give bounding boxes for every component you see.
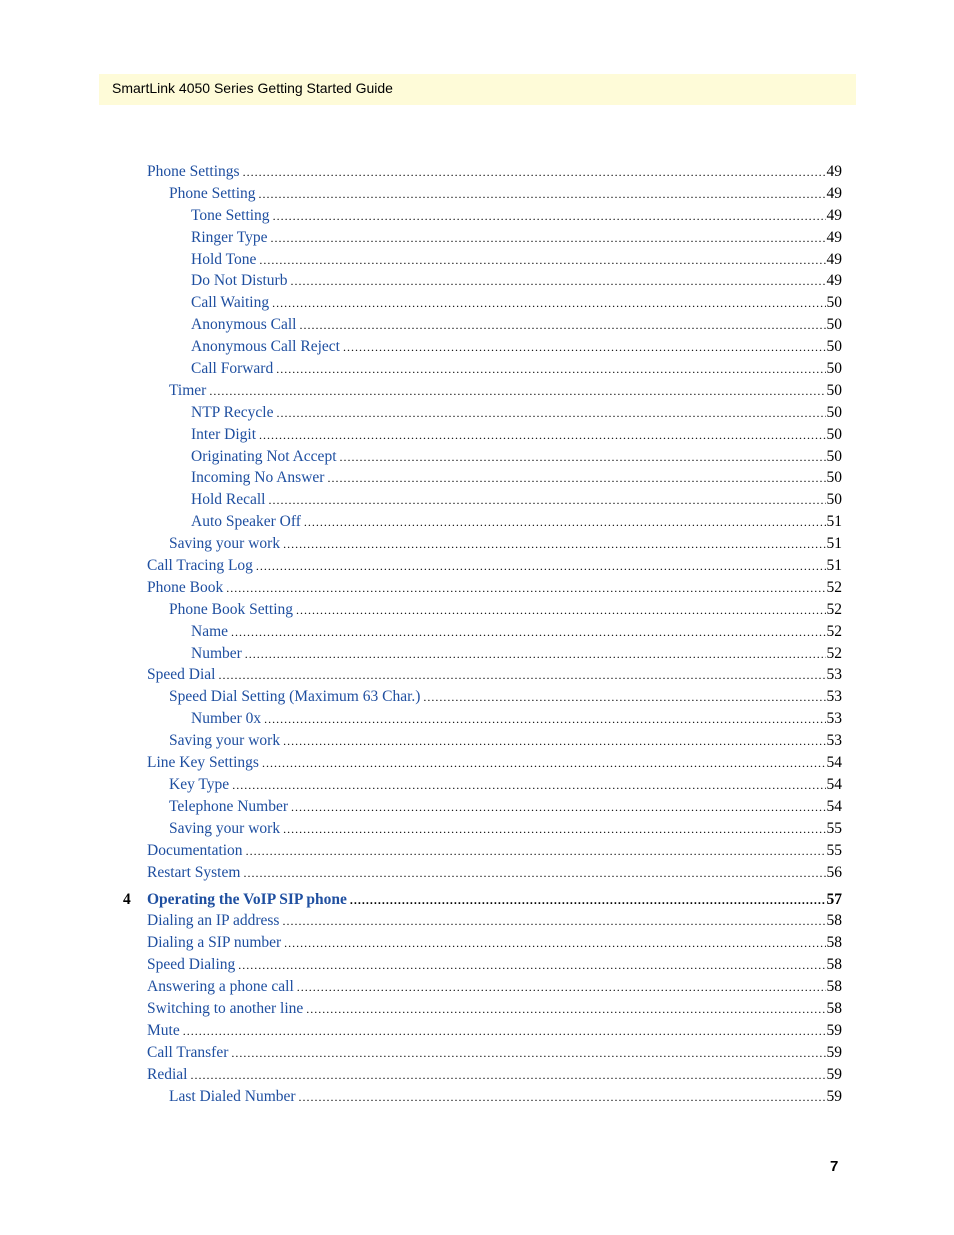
toc-entry-link[interactable]: Speed Dial (147, 666, 216, 684)
toc-entry-link[interactable]: Restart System (147, 863, 241, 881)
toc-page-number: 53 (826, 732, 842, 750)
toc-page-number: 49 (826, 206, 842, 224)
chapter-number: 4 (123, 891, 131, 909)
toc-page-number: 50 (826, 491, 842, 509)
toc-page-number: 50 (826, 469, 842, 487)
toc-page-number: 49 (826, 184, 842, 202)
toc-entry-link[interactable]: Tone Setting (191, 206, 270, 224)
toc-entry[interactable] (120, 752, 842, 774)
toc-page-number: 52 (826, 644, 842, 662)
toc-entry[interactable] (120, 577, 842, 599)
toc-entry[interactable] (120, 424, 842, 446)
toc-entry-link[interactable]: Last Dialed Number (169, 1087, 296, 1105)
toc-page-number: 50 (826, 360, 842, 378)
dot-leader (262, 752, 826, 774)
dot-leader (306, 998, 825, 1020)
dot-leader (273, 205, 826, 227)
toc-entry[interactable] (120, 1064, 842, 1086)
dot-leader (231, 621, 825, 643)
toc-entry[interactable] (120, 599, 842, 621)
toc-entry-link[interactable]: Operating the VoIP SIP phone (147, 891, 347, 909)
toc-entry-link[interactable]: Auto Speaker Off (191, 513, 301, 531)
toc-page-number: 50 (826, 381, 842, 399)
toc-entry[interactable] (120, 205, 842, 227)
toc-page-number: 54 (826, 754, 842, 772)
dot-leader (297, 976, 826, 998)
dot-leader (190, 1064, 825, 1086)
toc-page-number: 55 (826, 841, 842, 859)
toc-entry[interactable] (120, 402, 842, 424)
dot-leader (340, 446, 826, 468)
toc-page-number: 58 (826, 934, 842, 952)
toc-entry[interactable] (120, 336, 842, 358)
toc-page-number: 58 (826, 999, 842, 1017)
toc-page-number: 50 (826, 447, 842, 465)
toc-entry-link[interactable]: Answering a phone call (147, 978, 294, 996)
toc-page-number: 58 (826, 956, 842, 974)
toc-page-number: 50 (826, 316, 842, 334)
toc-entry-link[interactable]: Key Type (169, 775, 230, 793)
dot-leader (283, 730, 825, 752)
toc-entry[interactable] (120, 774, 842, 796)
toc-entry-link[interactable]: Saving your work (169, 732, 281, 750)
toc-entry[interactable] (120, 954, 842, 976)
toc-page-number: 59 (826, 1087, 842, 1105)
toc-entry-link[interactable]: Switching to another line (147, 999, 304, 1017)
toc-entry[interactable] (120, 910, 842, 932)
toc-entry[interactable] (120, 314, 842, 336)
dot-leader (300, 314, 826, 336)
toc-page-number: 51 (826, 557, 842, 575)
toc-page-number: 53 (826, 666, 842, 684)
page-number: 7 (830, 1158, 839, 1175)
toc-page-number: 50 (826, 294, 842, 312)
dot-leader (245, 643, 826, 665)
dot-leader (264, 708, 825, 730)
toc-page-number: 49 (826, 163, 842, 180)
toc-entry[interactable] (120, 840, 842, 862)
toc-entry[interactable] (120, 686, 842, 708)
dot-leader (284, 932, 825, 954)
header-title: SmartLink 4050 Series Getting Started Guide (112, 80, 393, 96)
dot-leader (268, 489, 825, 511)
dot-leader (423, 686, 825, 708)
toc-entry[interactable] (120, 1086, 842, 1108)
toc-entry-link[interactable]: Call Waiting (191, 294, 270, 312)
toc-entry-link[interactable]: Telephone Number (169, 797, 288, 815)
toc-page-number: 51 (826, 535, 842, 553)
dot-leader (246, 840, 826, 862)
toc-entry[interactable] (120, 467, 842, 489)
toc-entry-link[interactable]: Hold Tone (191, 250, 257, 268)
table-of-contents (120, 161, 842, 1107)
toc-entry-link[interactable]: NTP Recycle (191, 403, 274, 421)
toc-entry[interactable] (120, 511, 842, 533)
dot-leader (243, 161, 826, 183)
dot-leader (272, 292, 825, 314)
toc-entry-link[interactable]: Saving your work (169, 535, 281, 553)
toc-entry-link[interactable]: Call Transfer (147, 1043, 229, 1061)
toc-entry[interactable] (120, 446, 842, 468)
toc-page-number: 59 (826, 1043, 842, 1061)
toc-entry[interactable] (120, 862, 842, 884)
toc-page-number: 49 (826, 272, 842, 290)
dot-leader (299, 1086, 826, 1108)
toc-page-number: 53 (826, 688, 842, 706)
dot-leader (209, 380, 825, 402)
toc-entry-link[interactable]: Timer (169, 381, 207, 399)
toc-entry[interactable] (120, 730, 842, 752)
toc-entry-link[interactable]: Inter Digit (191, 425, 256, 443)
dot-leader (238, 954, 825, 976)
dot-leader (304, 511, 826, 533)
toc-entry-link[interactable]: Speed Dial Setting (Maximum 63 Char.) (169, 688, 421, 706)
toc-entry-link[interactable]: Name (191, 622, 229, 640)
toc-entry-link[interactable]: Incoming No Answer (191, 469, 325, 487)
toc-entry[interactable] (120, 489, 842, 511)
toc-entry[interactable] (120, 643, 842, 665)
toc-entry-link[interactable]: Speed Dialing (147, 956, 236, 974)
dot-leader (259, 424, 826, 446)
dot-leader (243, 862, 825, 884)
toc-entry-link[interactable]: Call Tracing Log (147, 557, 253, 575)
toc-page-number: 50 (826, 338, 842, 356)
dot-leader (283, 818, 825, 840)
toc-page-number: 56 (826, 863, 842, 881)
dot-leader (226, 577, 825, 599)
toc-page-number: 58 (826, 912, 842, 930)
toc-entry-link[interactable]: Ringer Type (191, 228, 268, 246)
toc-entry[interactable] (120, 1042, 842, 1064)
toc-entry[interactable] (120, 292, 842, 314)
toc-entry-link[interactable]: Line Key Settings (147, 754, 259, 772)
toc-entry[interactable] (120, 249, 842, 271)
toc-entry[interactable] (120, 533, 842, 555)
dot-leader (283, 533, 825, 555)
toc-page-number: 54 (826, 797, 842, 815)
toc-page-number: 57 (826, 891, 842, 909)
toc-entry-link[interactable]: Redial (147, 1065, 188, 1083)
toc-page-number: 52 (826, 578, 842, 596)
toc-entry[interactable] (120, 380, 842, 402)
toc-entry-link[interactable]: Dialing a SIP number (147, 934, 282, 952)
toc-chapter-entry[interactable] (120, 883, 842, 910)
toc-entry[interactable] (120, 358, 842, 380)
toc-page-number: 52 (826, 600, 842, 618)
dot-leader (259, 249, 825, 271)
toc-page-number: 58 (826, 978, 842, 996)
dot-leader (296, 599, 825, 621)
dot-leader (276, 358, 825, 380)
dot-leader (290, 270, 825, 292)
toc-entry-link[interactable]: Phone Settings (147, 163, 240, 180)
dot-leader (277, 402, 826, 424)
toc-entry-link[interactable]: Mute (147, 1021, 180, 1039)
toc-page-number: 55 (826, 819, 842, 837)
toc-entry-link[interactable]: Phone Book Setting (169, 600, 294, 618)
toc-entry-link[interactable]: Saving your work (169, 819, 281, 837)
dot-leader (232, 774, 825, 796)
toc-page-number: 50 (826, 403, 842, 421)
dot-leader (282, 910, 825, 932)
toc-entry[interactable] (120, 818, 842, 840)
toc-entry[interactable] (120, 161, 842, 183)
toc-entry-link[interactable]: Dialing an IP address (147, 912, 280, 930)
running-header (99, 74, 856, 105)
toc-entry[interactable] (120, 270, 842, 292)
toc-page-number: 52 (826, 622, 842, 640)
toc-entry[interactable] (120, 932, 842, 954)
dot-leader (271, 227, 826, 249)
toc-entry[interactable] (120, 998, 842, 1020)
toc-page-number: 51 (826, 513, 842, 531)
toc-page-number: 53 (826, 710, 842, 728)
toc-entry[interactable] (120, 227, 842, 249)
toc-entry-link[interactable]: Phone Book (147, 578, 224, 596)
dot-leader (256, 555, 826, 577)
toc-entry-link[interactable]: Do Not Disturb (191, 272, 288, 290)
toc-entry-link[interactable]: Number (191, 644, 242, 662)
dot-leader (183, 1020, 826, 1042)
toc-page-number: 50 (826, 425, 842, 443)
toc-entry[interactable] (120, 621, 842, 643)
toc-entry-link[interactable]: Originating Not Accept (191, 447, 337, 465)
toc-entry-link[interactable]: Documentation (147, 841, 243, 859)
dot-leader (231, 1042, 825, 1064)
toc-entry[interactable] (120, 976, 842, 998)
toc-entry-link[interactable]: Hold Recall (191, 491, 266, 509)
dot-leader (343, 336, 826, 358)
toc-entry[interactable] (120, 555, 842, 577)
toc-page-number: 59 (826, 1065, 842, 1083)
toc-page-number: 59 (826, 1021, 842, 1039)
toc-entry-link[interactable]: Anonymous Call Reject (191, 338, 340, 356)
toc-entry[interactable] (120, 664, 842, 686)
toc-entry[interactable] (120, 708, 842, 730)
dot-leader (327, 467, 825, 489)
toc-entry[interactable] (120, 183, 842, 205)
toc-page-number: 54 (826, 775, 842, 793)
toc-entry-link[interactable]: Call Forward (191, 360, 274, 378)
toc-page-number: 49 (826, 228, 842, 246)
dot-leader (218, 664, 825, 686)
dot-leader (259, 183, 826, 205)
toc-entry[interactable] (120, 1020, 842, 1042)
toc-entry-link[interactable]: Phone Setting (169, 184, 256, 202)
toc-entry-link[interactable]: Number 0x (191, 710, 262, 728)
toc-entry-link[interactable]: Anonymous Call (191, 316, 297, 334)
toc-page-number: 49 (826, 250, 842, 268)
dot-leader (291, 796, 826, 818)
toc-entry[interactable] (120, 796, 842, 818)
